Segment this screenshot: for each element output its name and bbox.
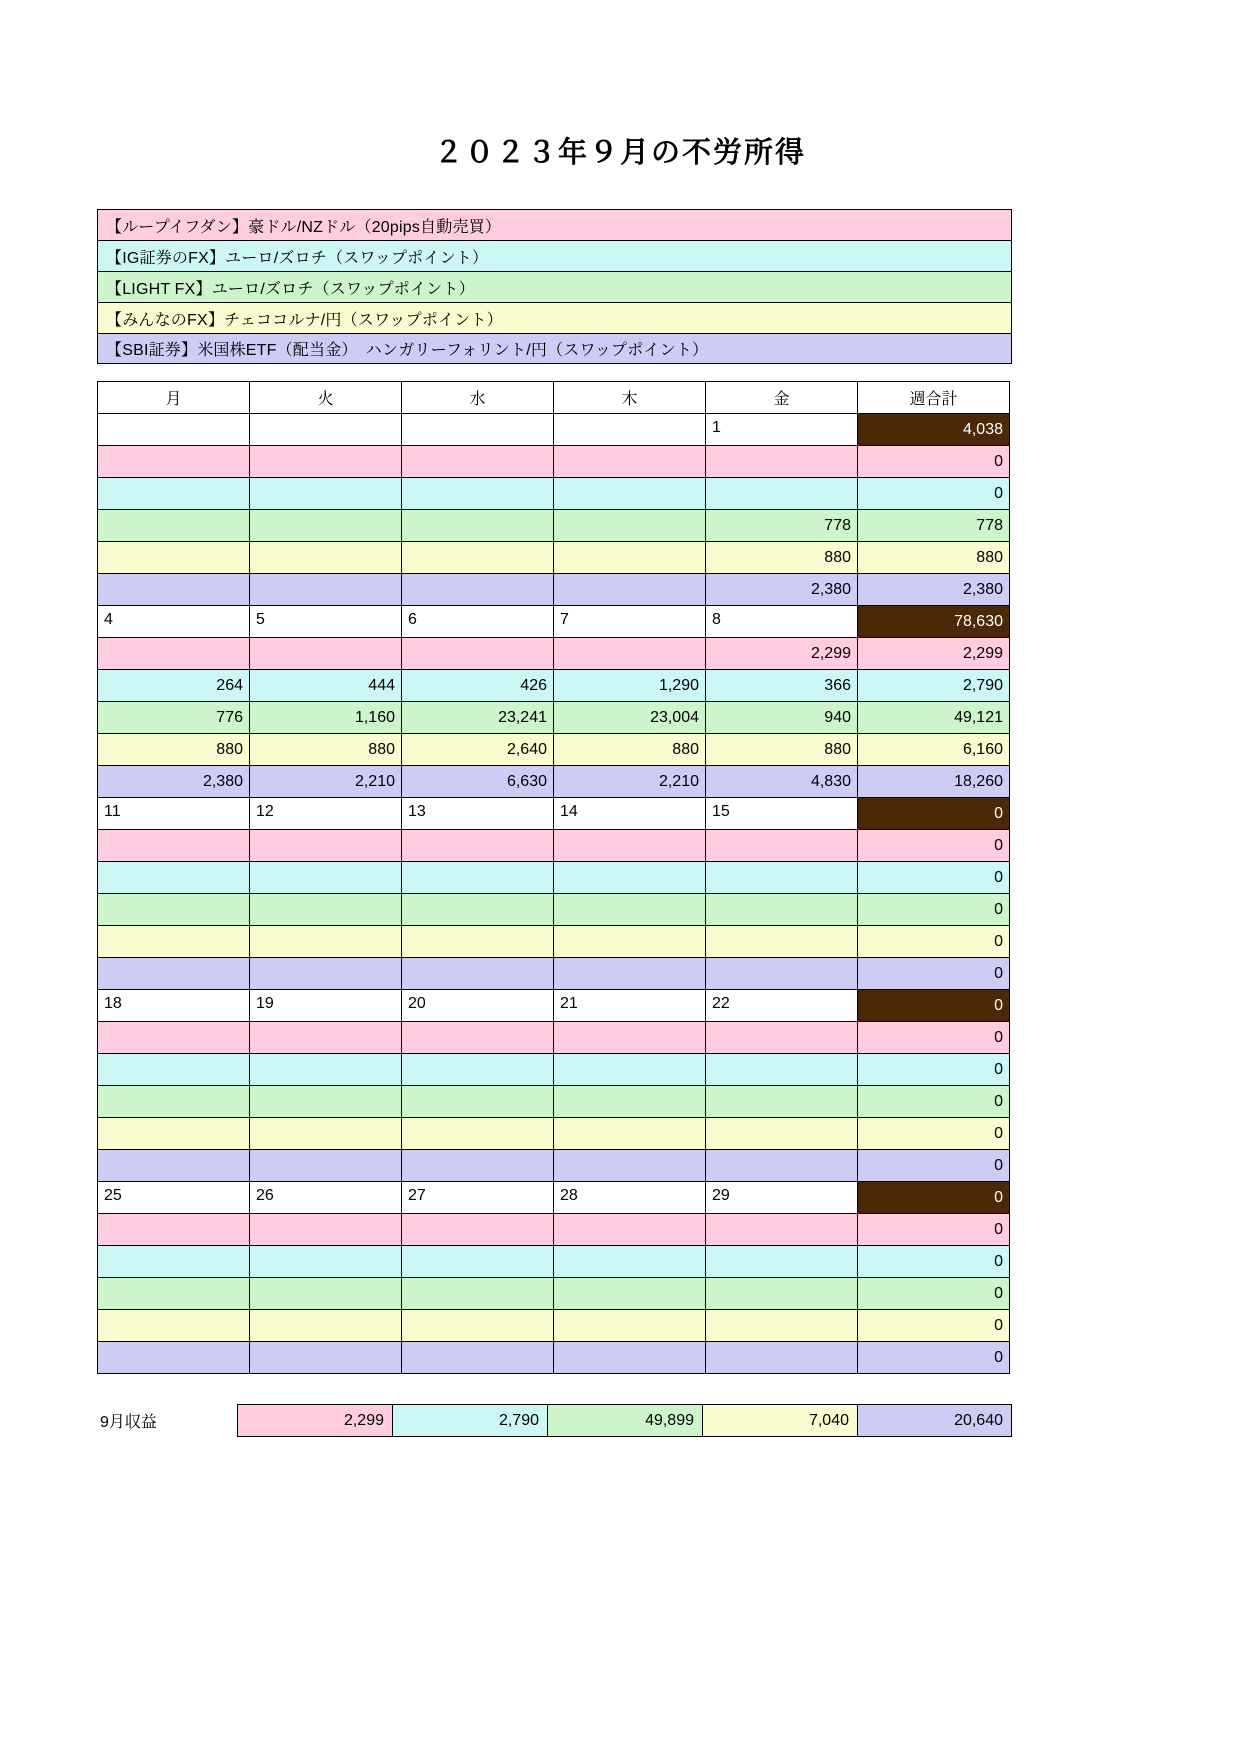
value-cell (402, 638, 554, 670)
value-cell (554, 1022, 706, 1054)
date-cell: 22 (706, 990, 858, 1022)
week-date-row (98, 1182, 1010, 1214)
legend-row: 【SBI証券】米国株ETF（配当金） ハンガリーフォリント/円（スワップポイント） (97, 333, 1012, 364)
value-cell (98, 1086, 250, 1118)
table-row (98, 1246, 1010, 1278)
value-cell (554, 1278, 706, 1310)
value-cell (98, 574, 250, 606)
table-header-row (98, 382, 1010, 414)
value-cell (706, 446, 858, 478)
value-cell (98, 1118, 250, 1150)
value-cell (250, 510, 402, 542)
value-cell (402, 862, 554, 894)
table-row (98, 1310, 1010, 1342)
legend-row: 【IG証券のFX】ユーロ/ズロチ（スワップポイント） (97, 240, 1012, 271)
table-body (98, 414, 1010, 1374)
value-cell (250, 1246, 402, 1278)
value-cell (250, 1310, 402, 1342)
value-cell (250, 446, 402, 478)
value-cell (554, 1214, 706, 1246)
value-cell (250, 1054, 402, 1086)
row-total-cell: 778 (858, 510, 1010, 542)
table-row (98, 894, 1010, 926)
table-row (98, 862, 1010, 894)
row-total-cell: 0 (858, 446, 1010, 478)
date-cell: 25 (98, 1182, 250, 1214)
value-cell (98, 1054, 250, 1086)
value-cell (402, 894, 554, 926)
date-cell (98, 414, 250, 446)
value-cell (98, 1214, 250, 1246)
value-cell (402, 926, 554, 958)
value-cell (250, 1342, 402, 1374)
value-cell (706, 1310, 858, 1342)
value-cell (554, 1118, 706, 1150)
value-cell (98, 926, 250, 958)
value-cell (706, 1118, 858, 1150)
income-calendar-table (97, 381, 1010, 1374)
value-cell (554, 1342, 706, 1374)
row-total-cell: 0 (858, 862, 1010, 894)
table-row (98, 702, 1010, 734)
row-total-cell: 0 (858, 1086, 1010, 1118)
date-cell: 6 (402, 606, 554, 638)
row-total-cell: 0 (858, 1310, 1010, 1342)
value-cell (402, 830, 554, 862)
row-total-cell: 18,260 (858, 766, 1010, 798)
summary-cell: 7,040 (702, 1404, 857, 1437)
row-total-cell: 0 (858, 894, 1010, 926)
legend-row: 【ループイフダン】豪ドル/NZドル（20pips自動売買） (97, 209, 1012, 240)
value-cell (98, 894, 250, 926)
value-cell (706, 1086, 858, 1118)
row-total-cell: 0 (858, 1246, 1010, 1278)
date-cell: 21 (554, 990, 706, 1022)
table-row (98, 1278, 1010, 1310)
week-date-row (98, 606, 1010, 638)
value-cell (402, 1342, 554, 1374)
date-cell: 29 (706, 1182, 858, 1214)
date-cell: 4 (98, 606, 250, 638)
value-cell (98, 1246, 250, 1278)
value-cell: 2,210 (250, 766, 402, 798)
table-row (98, 542, 1010, 574)
date-cell (402, 414, 554, 446)
row-total-cell: 2,299 (858, 638, 1010, 670)
table-row (98, 446, 1010, 478)
value-cell (706, 1150, 858, 1182)
value-cell (706, 1022, 858, 1054)
column-header: 水 (402, 382, 554, 414)
week-date-row (98, 990, 1010, 1022)
value-cell (706, 926, 858, 958)
date-cell: 18 (98, 990, 250, 1022)
table-row (98, 1150, 1010, 1182)
value-cell (554, 958, 706, 990)
table-row (98, 734, 1010, 766)
value-cell (402, 1086, 554, 1118)
value-cell: 940 (706, 702, 858, 734)
row-total-cell: 2,790 (858, 670, 1010, 702)
value-cell: 778 (706, 510, 858, 542)
value-cell (554, 1310, 706, 1342)
value-cell (402, 1246, 554, 1278)
value-cell: 880 (706, 542, 858, 574)
value-cell (250, 1118, 402, 1150)
row-total-cell: 0 (858, 1342, 1010, 1374)
value-cell (250, 1214, 402, 1246)
value-cell (98, 542, 250, 574)
table-header (98, 382, 1010, 414)
value-cell: 4,830 (706, 766, 858, 798)
table-row (98, 478, 1010, 510)
row-total-cell: 880 (858, 542, 1010, 574)
date-cell (554, 414, 706, 446)
value-cell (98, 638, 250, 670)
value-cell (402, 958, 554, 990)
table-row (98, 1086, 1010, 1118)
legend-block (97, 209, 1012, 364)
value-cell: 1,160 (250, 702, 402, 734)
value-cell (554, 1246, 706, 1278)
row-total-cell: 6,160 (858, 734, 1010, 766)
date-cell: 13 (402, 798, 554, 830)
summary-cell: 20,640 (857, 1404, 1012, 1437)
value-cell: 6,630 (402, 766, 554, 798)
row-total-cell: 0 (858, 1278, 1010, 1310)
column-header: 週合計 (858, 382, 1010, 414)
value-cell (554, 478, 706, 510)
value-cell (554, 830, 706, 862)
table-row (98, 830, 1010, 862)
week-total-cell: 0 (858, 1182, 1010, 1214)
value-cell (98, 510, 250, 542)
value-cell (554, 1150, 706, 1182)
value-cell (250, 862, 402, 894)
value-cell (554, 1054, 706, 1086)
column-header: 金 (706, 382, 858, 414)
value-cell (250, 894, 402, 926)
value-cell (98, 446, 250, 478)
value-cell (706, 830, 858, 862)
value-cell (402, 510, 554, 542)
value-cell (402, 1278, 554, 1310)
date-cell: 1 (706, 414, 858, 446)
table-row (98, 670, 1010, 702)
value-cell (554, 542, 706, 574)
row-total-cell: 2,380 (858, 574, 1010, 606)
value-cell (98, 958, 250, 990)
value-cell (402, 478, 554, 510)
value-cell: 2,380 (98, 766, 250, 798)
value-cell (98, 1022, 250, 1054)
column-header: 木 (554, 382, 706, 414)
value-cell (554, 638, 706, 670)
value-cell (250, 1086, 402, 1118)
legend-row: 【みんなのFX】チェココルナ/円（スワップポイント） (97, 302, 1012, 333)
date-cell: 20 (402, 990, 554, 1022)
monthly-summary-label: 9月収益 (100, 1414, 157, 1431)
page-title: ２０２３年９月の不労所得 (433, 137, 806, 169)
value-cell (706, 1278, 858, 1310)
date-cell: 5 (250, 606, 402, 638)
value-cell (98, 1278, 250, 1310)
table-row (98, 1342, 1010, 1374)
value-cell (402, 1214, 554, 1246)
value-cell (98, 1342, 250, 1374)
row-total-cell: 49,121 (858, 702, 1010, 734)
date-cell: 8 (706, 606, 858, 638)
value-cell: 2,299 (706, 638, 858, 670)
week-total-cell: 78,630 (858, 606, 1010, 638)
value-cell (402, 1310, 554, 1342)
value-cell (250, 830, 402, 862)
table-row (98, 1118, 1010, 1150)
value-cell: 23,004 (554, 702, 706, 734)
value-cell: 2,210 (554, 766, 706, 798)
week-date-row (98, 414, 1010, 446)
value-cell (250, 1150, 402, 1182)
value-cell (706, 1246, 858, 1278)
value-cell (250, 478, 402, 510)
table-row (98, 574, 1010, 606)
value-cell: 366 (706, 670, 858, 702)
value-cell (554, 894, 706, 926)
table-row (98, 958, 1010, 990)
week-total-cell: 4,038 (858, 414, 1010, 446)
value-cell (250, 926, 402, 958)
week-total-cell: 0 (858, 798, 1010, 830)
value-cell (554, 574, 706, 606)
value-cell: 23,241 (402, 702, 554, 734)
value-cell (250, 574, 402, 606)
value-cell (98, 830, 250, 862)
row-total-cell: 0 (858, 1118, 1010, 1150)
table-row (98, 638, 1010, 670)
table-row (98, 766, 1010, 798)
value-cell (402, 542, 554, 574)
table-row (98, 1214, 1010, 1246)
value-cell (554, 1086, 706, 1118)
value-cell (706, 958, 858, 990)
value-cell (402, 574, 554, 606)
value-cell (402, 1022, 554, 1054)
value-cell (706, 1214, 858, 1246)
date-cell: 26 (250, 1182, 402, 1214)
value-cell: 880 (98, 734, 250, 766)
date-cell: 28 (554, 1182, 706, 1214)
monthly-summary-cells (237, 1404, 1012, 1437)
value-cell: 776 (98, 702, 250, 734)
table-row (98, 1022, 1010, 1054)
row-total-cell: 0 (858, 1214, 1010, 1246)
value-cell (98, 478, 250, 510)
value-cell (554, 862, 706, 894)
date-cell (250, 414, 402, 446)
summary-cell: 49,899 (547, 1404, 702, 1437)
value-cell (706, 894, 858, 926)
date-cell: 19 (250, 990, 402, 1022)
value-cell: 880 (554, 734, 706, 766)
value-cell (706, 1342, 858, 1374)
column-header: 月 (98, 382, 250, 414)
value-cell (706, 862, 858, 894)
value-cell (250, 1022, 402, 1054)
date-cell: 11 (98, 798, 250, 830)
monthly-summary (97, 1404, 1012, 1437)
value-cell (98, 862, 250, 894)
value-cell (98, 1150, 250, 1182)
summary-cell: 2,299 (237, 1404, 392, 1437)
value-cell: 2,380 (706, 574, 858, 606)
value-cell (250, 542, 402, 574)
value-cell (402, 1150, 554, 1182)
row-total-cell: 0 (858, 478, 1010, 510)
row-total-cell: 0 (858, 1054, 1010, 1086)
value-cell: 880 (706, 734, 858, 766)
date-cell: 14 (554, 798, 706, 830)
value-cell (402, 1118, 554, 1150)
value-cell: 444 (250, 670, 402, 702)
date-cell: 12 (250, 798, 402, 830)
column-header: 火 (250, 382, 402, 414)
value-cell: 880 (250, 734, 402, 766)
value-cell (402, 446, 554, 478)
table-row (98, 1054, 1010, 1086)
date-cell: 15 (706, 798, 858, 830)
row-total-cell: 0 (858, 1150, 1010, 1182)
legend-row: 【LIGHT FX】ユーロ/ズロチ（スワップポイント） (97, 271, 1012, 302)
value-cell (706, 1054, 858, 1086)
value-cell (250, 958, 402, 990)
value-cell (706, 478, 858, 510)
week-date-row (98, 798, 1010, 830)
value-cell (250, 638, 402, 670)
summary-cell: 2,790 (392, 1404, 547, 1437)
value-cell (402, 1054, 554, 1086)
row-total-cell: 0 (858, 958, 1010, 990)
value-cell: 426 (402, 670, 554, 702)
value-cell: 264 (98, 670, 250, 702)
value-cell (554, 510, 706, 542)
row-total-cell: 0 (858, 926, 1010, 958)
week-total-cell: 0 (858, 990, 1010, 1022)
value-cell (98, 1310, 250, 1342)
date-cell: 7 (554, 606, 706, 638)
value-cell: 2,640 (402, 734, 554, 766)
date-cell: 27 (402, 1182, 554, 1214)
row-total-cell: 0 (858, 1022, 1010, 1054)
value-cell (250, 1278, 402, 1310)
value-cell: 1,290 (554, 670, 706, 702)
value-cell (554, 446, 706, 478)
value-cell (554, 926, 706, 958)
table-row (98, 926, 1010, 958)
row-total-cell: 0 (858, 830, 1010, 862)
table-row (98, 510, 1010, 542)
